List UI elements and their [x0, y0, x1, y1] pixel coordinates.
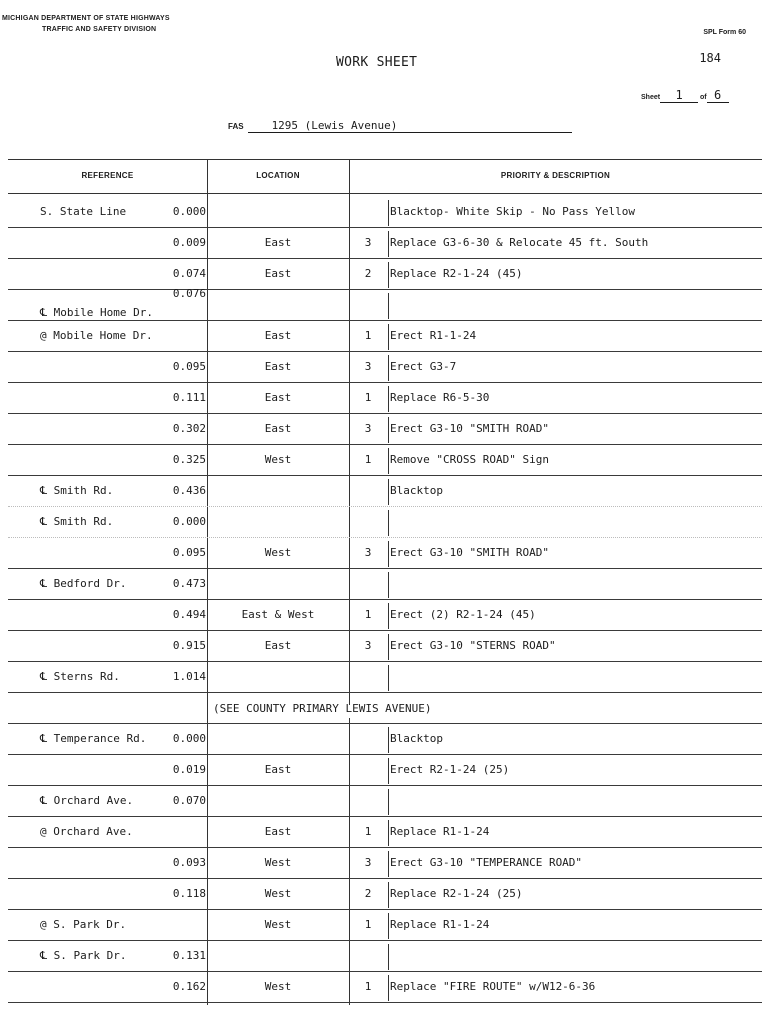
- priority-cell: 1: [364, 391, 372, 404]
- table-row: [8, 196, 762, 228]
- location-cell: West: [264, 546, 292, 559]
- milepost-cell: 0.473: [172, 577, 206, 590]
- table-row: [8, 289, 762, 321]
- description-cell: Blacktop: [390, 732, 443, 745]
- description-cell: Erect G3-10 "TEMPERANCE ROAD": [390, 856, 583, 869]
- description-cell: Replace R1-1-24: [390, 918, 490, 931]
- table-row: [8, 506, 762, 538]
- priority-cell: 1: [364, 608, 372, 621]
- table-row: [8, 878, 762, 910]
- milepost-cell: 0.076: [172, 287, 206, 300]
- reference-cell: ℄ Temperance Rd.: [40, 732, 147, 745]
- location-cell: East: [264, 360, 292, 373]
- description-cell: Erect G3-10 "STERNS ROAD": [390, 639, 556, 652]
- description-bracket: [388, 727, 389, 753]
- location-cell: East: [264, 329, 292, 342]
- department-heading: MICHIGAN DEPARTMENT OF STATE HIGHWAYS: [2, 15, 170, 22]
- milepost-cell: 0.111: [172, 391, 206, 404]
- description-cell: Erect G3-10 "SMITH ROAD": [390, 546, 549, 559]
- sheet-id: 184: [699, 51, 721, 65]
- description-bracket: [388, 572, 389, 598]
- description-cell: Erect (2) R2-1-24 (45): [390, 608, 536, 621]
- description-bracket: [388, 510, 389, 536]
- column-header-priority-description: PRIORITY & DESCRIPTION: [500, 171, 611, 180]
- description-bracket: [388, 448, 389, 474]
- location-cell: West: [264, 980, 292, 993]
- description-bracket: [388, 913, 389, 939]
- description-bracket: [388, 634, 389, 660]
- table-row: [8, 351, 762, 383]
- milepost-cell: 1.014: [172, 670, 206, 683]
- fas-label: FAS: [228, 122, 244, 131]
- description-bracket: [388, 293, 389, 319]
- description-bracket: [388, 820, 389, 846]
- milepost-cell: 0.000: [172, 732, 206, 745]
- reference-cell: S. State Line: [40, 205, 127, 218]
- milepost-cell: 0.302: [172, 422, 206, 435]
- milepost-cell: 0.118: [172, 887, 206, 900]
- milepost-cell: 0.009: [172, 236, 206, 249]
- milepost-cell: 0.093: [172, 856, 206, 869]
- description-bracket: [388, 851, 389, 877]
- location-cell: East: [264, 763, 292, 776]
- table-row: [8, 785, 762, 817]
- division-heading: TRAFFIC AND SAFETY DIVISION: [42, 26, 157, 33]
- description-bracket: [388, 262, 389, 288]
- location-cell: East: [264, 639, 292, 652]
- table-row: [8, 413, 762, 445]
- table-top-rule: [8, 159, 762, 160]
- description-bracket: [388, 882, 389, 908]
- description-cell: Blacktop- White Skip - No Pass Yellow: [390, 205, 636, 218]
- location-cell: East: [264, 422, 292, 435]
- location-cell: West: [264, 856, 292, 869]
- column-header-location: LOCATION: [256, 171, 300, 180]
- description-cell: Blacktop: [390, 484, 443, 497]
- priority-cell: 1: [364, 825, 372, 838]
- table-row: [8, 444, 762, 476]
- table-row: [8, 320, 762, 352]
- milepost-cell: 0.095: [172, 360, 206, 373]
- sheet-of-label: of: [700, 94, 707, 101]
- table-row: [8, 258, 762, 290]
- location-cell: West: [264, 453, 292, 466]
- description-bracket: [388, 417, 389, 443]
- milepost-cell: 0.436: [172, 484, 206, 497]
- sheet-counter: [641, 88, 729, 103]
- table-row: [8, 475, 762, 507]
- table-row: [8, 816, 762, 848]
- description-cell: Replace R1-1-24: [390, 825, 490, 838]
- description-bracket: [388, 789, 389, 815]
- location-cell: East: [264, 267, 292, 280]
- description-cell: Erect R2-1-24 (25): [390, 763, 510, 776]
- location-cell: East: [264, 236, 292, 249]
- table-row: [8, 692, 762, 724]
- sheet-label: Sheet: [641, 94, 661, 101]
- priority-cell: 1: [364, 980, 372, 993]
- sheet-total: 6: [707, 88, 729, 103]
- table-row: [8, 227, 762, 259]
- description-cell: Replace "FIRE ROUTE" w/W12-6-36: [390, 980, 596, 993]
- description-cell: Replace R2-1-24 (45): [390, 267, 523, 280]
- table-row: [8, 940, 762, 972]
- milepost-cell: 0.000: [172, 515, 206, 528]
- description-bracket: [388, 603, 389, 629]
- header-bottom-rule: [8, 193, 762, 194]
- description-cell: Replace G3-6-30 & Relocate 45 ft. South: [390, 236, 649, 249]
- table-row: [8, 909, 762, 941]
- table-row: [8, 971, 762, 1003]
- table-row: [8, 568, 762, 600]
- reference-cell: ℄ Mobile Home Dr.: [40, 306, 154, 319]
- description-cell: Erect G3-10 "SMITH ROAD": [390, 422, 549, 435]
- description-bracket: [388, 944, 389, 970]
- priority-cell: 1: [364, 918, 372, 931]
- description-bracket: [388, 355, 389, 381]
- table-row: [8, 723, 762, 755]
- page-title: WORK SHEET: [336, 55, 418, 70]
- reference-cell: @ S. Park Dr.: [40, 918, 127, 931]
- priority-cell: 3: [364, 546, 372, 559]
- milepost-cell: 0.000: [172, 205, 206, 218]
- description-cell: Erect R1-1-24: [390, 329, 477, 342]
- priority-cell: 3: [364, 639, 372, 652]
- description-bracket: [388, 541, 389, 567]
- fas-value: 1295 (Lewis Avenue): [248, 119, 572, 133]
- description-bracket: [388, 386, 389, 412]
- reference-cell: ℄ Bedford Dr.: [40, 577, 127, 590]
- description-cell: Replace R2-1-24 (25): [390, 887, 523, 900]
- table-row: [8, 847, 762, 879]
- priority-cell: 1: [364, 329, 372, 342]
- location-cell: East: [264, 391, 292, 404]
- milepost-cell: 0.325: [172, 453, 206, 466]
- description-bracket: [388, 479, 389, 505]
- table-row: [8, 754, 762, 786]
- description-bracket: [388, 324, 389, 350]
- description-bracket: [388, 231, 389, 257]
- priority-cell: 3: [364, 360, 372, 373]
- priority-cell: 2: [364, 267, 372, 280]
- table-row: [8, 537, 762, 569]
- milepost-cell: 0.074: [172, 267, 206, 280]
- location-cell: East: [264, 825, 292, 838]
- priority-cell: 3: [364, 236, 372, 249]
- column-header-reference: REFERENCE: [81, 171, 134, 180]
- description-cell: Erect G3-7: [390, 360, 457, 373]
- milepost-cell: 0.915: [172, 639, 206, 652]
- priority-cell: 3: [364, 422, 372, 435]
- priority-cell: 1: [364, 453, 372, 466]
- table-row: [8, 630, 762, 662]
- location-cell: West: [264, 918, 292, 931]
- location-cell: East & West: [241, 608, 315, 621]
- fas-line: [228, 116, 572, 134]
- table-row: [8, 382, 762, 414]
- description-cell: Replace R6-5-30: [390, 391, 490, 404]
- reference-cell: ℄ S. Park Dr.: [40, 949, 127, 962]
- milepost-cell: 0.162: [172, 980, 206, 993]
- table-row: [8, 661, 762, 693]
- form-number: SPL Form 60: [703, 29, 746, 36]
- priority-cell: 3: [364, 856, 372, 869]
- reference-cell: ℄ Smith Rd.: [40, 484, 114, 497]
- reference-cell: ℄ Smith Rd.: [40, 515, 114, 528]
- milepost-cell: 0.131: [172, 949, 206, 962]
- reference-cell: ℄ Sterns Rd.: [40, 670, 120, 683]
- reference-cell: ℄ Orchard Ave.: [40, 794, 134, 807]
- priority-cell: 2: [364, 887, 372, 900]
- cross-reference-note: (SEE COUNTY PRIMARY LEWIS AVENUE): [213, 702, 432, 715]
- table-row: [8, 599, 762, 631]
- location-cell: West: [264, 887, 292, 900]
- reference-cell: @ Mobile Home Dr.: [40, 329, 153, 342]
- description-cell: Remove "CROSS ROAD" Sign: [390, 453, 549, 466]
- milepost-cell: 0.494: [172, 608, 206, 621]
- milepost-cell: 0.019: [172, 763, 206, 776]
- description-bracket: [388, 665, 389, 691]
- milepost-cell: 0.095: [172, 546, 206, 559]
- sheet-number: 1: [660, 88, 698, 103]
- milepost-cell: 0.070: [172, 794, 206, 807]
- description-bracket: [388, 758, 389, 784]
- reference-cell: @ Orchard Ave.: [40, 825, 133, 838]
- description-bracket: [388, 200, 389, 226]
- description-bracket: [388, 975, 389, 1001]
